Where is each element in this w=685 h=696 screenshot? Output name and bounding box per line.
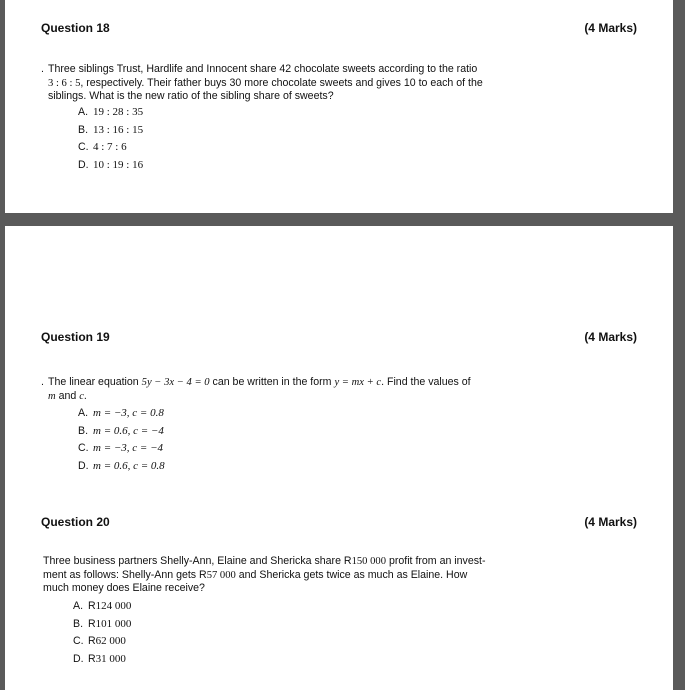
question-20-line-1-end: profit from an invest- xyxy=(386,555,486,567)
period: . xyxy=(83,389,87,402)
question-20-line-1-start: Three business partners Shelly-Ann, Elaine and Shericka share R xyxy=(43,555,352,567)
question-19-options xyxy=(78,407,165,477)
question-19-line-2 xyxy=(48,390,518,404)
question-19-text-post: . Find the values of xyxy=(381,376,471,388)
question-20-option-a[interactable] xyxy=(73,600,131,618)
question-19-option-d[interactable] xyxy=(78,460,165,478)
option-letter: A. xyxy=(78,106,89,118)
option-value: 62 000 xyxy=(95,635,126,648)
option-letter: B. xyxy=(78,123,89,136)
option-value: 101 000 xyxy=(95,617,132,630)
option-value: 10 : 19 : 16 xyxy=(93,158,144,171)
question-19-text xyxy=(41,376,518,403)
page-separator xyxy=(0,213,685,226)
question-20-option-c[interactable] xyxy=(73,635,131,653)
viewer-background-right xyxy=(673,0,685,690)
question-20-line-1 xyxy=(43,555,513,569)
question-19-option-a[interactable] xyxy=(78,407,165,425)
question-19-option-b[interactable] xyxy=(78,425,165,443)
question-18-text xyxy=(41,63,518,104)
question-20-total-amount: 150 000 xyxy=(351,556,386,567)
question-20-options xyxy=(73,600,131,670)
option-value: 31 000 xyxy=(95,652,126,665)
question-18-header xyxy=(41,21,637,35)
question-20-option-b[interactable] xyxy=(73,618,131,636)
option-value: 4 : 7 : 6 xyxy=(93,141,127,154)
option-letter: D. xyxy=(78,158,89,171)
question-18-option-d[interactable] xyxy=(78,159,143,177)
option-letter: D. xyxy=(73,652,84,665)
option-value: 124 000 xyxy=(95,600,132,612)
variable-m: m xyxy=(48,390,56,402)
option-letter: C. xyxy=(78,442,89,455)
question-18-option-b[interactable] xyxy=(78,124,143,142)
question-20-line-3: much money does Elaine receive? xyxy=(43,582,205,595)
currency-prefix: R xyxy=(88,652,96,665)
question-19-title: Question 19 xyxy=(41,330,110,344)
question-18-line-2 xyxy=(48,77,518,91)
option-letter: C. xyxy=(73,635,84,648)
question-19-equation: 5y − 3x − 4 = 0 xyxy=(141,377,210,388)
question-18-line-1: Three siblings Trust, Hardlife and Innocent share 42 chocolate sweets according to the ratio xyxy=(48,63,478,75)
option-letter: B. xyxy=(78,424,89,437)
option-letter: C. xyxy=(78,141,89,154)
document-page-1 xyxy=(5,0,673,213)
question-20-shelly-amount: 57 000 xyxy=(206,569,236,581)
question-18-option-c[interactable] xyxy=(78,141,143,159)
question-20-line-2-start: ment as follows: Shelly-Ann gets R xyxy=(43,568,207,581)
question-19-option-c[interactable] xyxy=(78,442,165,460)
option-value: m = 0.6, c = −4 xyxy=(93,424,164,437)
question-20-title: Question 20 xyxy=(41,515,110,529)
document-page-2 xyxy=(5,226,673,696)
option-letter: B. xyxy=(73,617,84,630)
question-18-marks: (4 Marks) xyxy=(584,21,637,35)
option-letter: D. xyxy=(78,459,89,472)
question-19-line-1 xyxy=(48,376,518,390)
question-18-line-2-rest: , respectively. Their father buys 30 more chocolate sweets and gives 10 to each of the xyxy=(80,76,483,89)
question-20-line-2-end: and Shericka gets twice as much as Elaine. How xyxy=(235,568,468,581)
conjunction: and xyxy=(55,389,80,402)
variable-c: c xyxy=(79,390,84,402)
question-19-bullet: . xyxy=(41,376,44,388)
question-18-options xyxy=(78,106,143,176)
question-20-text xyxy=(43,555,513,596)
currency-prefix: R xyxy=(88,617,96,630)
question-18-bullet: . xyxy=(41,63,44,75)
question-20-header xyxy=(41,515,637,529)
option-value: 19 : 28 : 35 xyxy=(93,106,144,118)
option-letter: A. xyxy=(78,407,89,419)
question-18-line-3: siblings. What is the new ratio of the sibling share of sweets? xyxy=(48,90,334,103)
question-19-form: y = mx + c xyxy=(334,377,382,388)
question-19-marks: (4 Marks) xyxy=(584,330,637,344)
question-18-title: Question 18 xyxy=(41,21,110,35)
question-20-line-2 xyxy=(43,569,513,583)
option-value: m = −3, c = 0.8 xyxy=(93,407,164,419)
option-value: 13 : 16 : 15 xyxy=(93,123,144,136)
currency-prefix: R xyxy=(88,600,96,612)
currency-prefix: R xyxy=(88,635,96,648)
question-20-option-d[interactable] xyxy=(73,653,131,671)
option-letter: A. xyxy=(73,600,84,612)
question-19-text-pre: The linear equation xyxy=(48,376,142,388)
question-18-ratio: 3 : 6 : 5 xyxy=(48,77,81,89)
question-18-option-a[interactable] xyxy=(78,106,143,124)
question-19-text-mid: can be written in the form xyxy=(209,376,335,388)
question-19-header xyxy=(41,330,637,344)
option-value: m = −3, c = −4 xyxy=(93,442,164,455)
option-value: m = 0.6, c = 0.8 xyxy=(93,459,165,472)
question-20-marks: (4 Marks) xyxy=(584,515,637,529)
